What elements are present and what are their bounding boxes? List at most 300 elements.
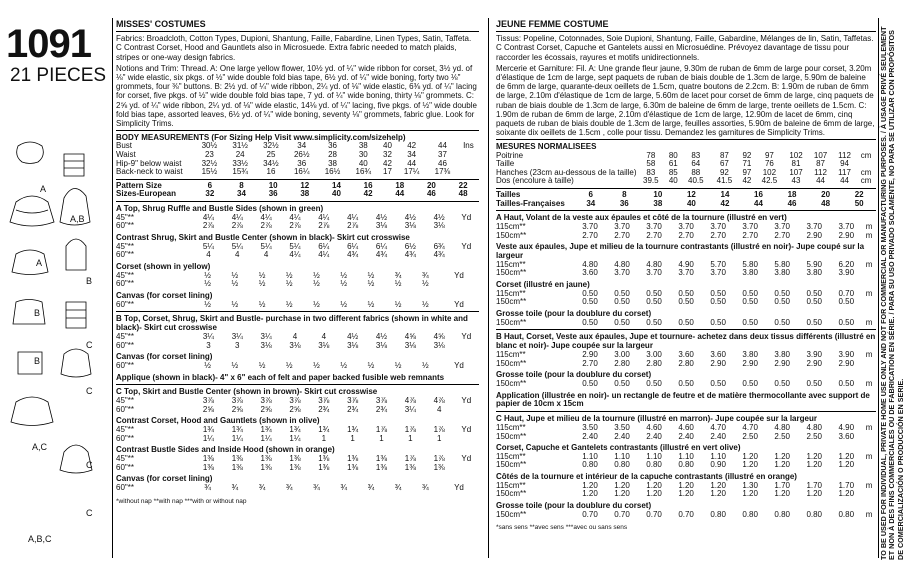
row-value: 40 [686, 198, 696, 208]
table-row [116, 251, 479, 260]
row-value: 0.50 [646, 317, 662, 327]
view-label: C [86, 508, 93, 518]
row-value: 3.70 [614, 222, 630, 231]
row-value: 67 [719, 159, 729, 169]
row-value: 80 [668, 150, 678, 160]
row-value: 1⅞ [404, 454, 416, 464]
row-label: 150cm** [496, 509, 527, 519]
yardage-table [116, 243, 479, 260]
rule [496, 188, 876, 189]
row-value: 4 [206, 250, 211, 260]
french-column [496, 20, 876, 533]
row-value: 0.50 [774, 317, 790, 327]
body-measurements-header: MESURES NORMALISEES [496, 142, 597, 152]
row-label: Taille [496, 159, 515, 169]
row-label: 60"** [116, 250, 134, 260]
yardage-table [116, 301, 479, 310]
row-value: 32½ [201, 158, 218, 168]
row-value: 1⅞ [375, 425, 388, 435]
table-row [496, 200, 876, 209]
row-value: 1.70 [774, 480, 790, 490]
row-value: 3⅛ [433, 340, 445, 350]
row-value: 2⅝ [231, 404, 243, 414]
row-value: 0.50 [582, 288, 598, 298]
section-title: C Top, Skirt and Bustle Center (shown in brown)- Skirt cut crosswise [116, 387, 378, 397]
yardage-table [496, 380, 876, 389]
row-label: 45"** [116, 425, 134, 435]
row-value [862, 360, 876, 369]
row-label: 45"** [116, 454, 134, 464]
row-value: 44 [754, 198, 763, 208]
table-row [116, 301, 479, 310]
row-label: 150cm** [496, 317, 527, 327]
row-value: 1⅜ [231, 454, 243, 464]
row-value: 112 [814, 167, 827, 177]
yardage-table [496, 319, 876, 328]
section-title: Canvas (for corset lining) [116, 290, 213, 300]
row-value: 34 [237, 189, 246, 199]
row-value: m [865, 378, 873, 388]
row-value: 3.90 [838, 268, 855, 278]
row-value: ½ [285, 299, 293, 309]
row-value: 41.5 [716, 176, 733, 186]
row-value: 0.50 [710, 288, 726, 298]
row-label: Back-neck to waist [116, 167, 183, 177]
row-value: ¾ [313, 483, 320, 493]
table-row [116, 342, 479, 351]
table-row [496, 433, 876, 442]
row-value: 24 [235, 150, 245, 160]
row-value: 20 [821, 190, 831, 200]
row-value: 0.80 [774, 509, 790, 519]
row-value: 0.50 [646, 288, 662, 298]
row-value: 1.20 [806, 460, 823, 470]
row-value: ¾ [258, 483, 266, 493]
row-label: Dos (encolure à taille) [496, 176, 574, 186]
body-measurements-header: BODY MEASUREMENTS (For Sizing Help Visit www.simplicity.com/sizehelp) [116, 133, 406, 143]
row-value: 4¼ [289, 250, 301, 260]
row-value: 8 [239, 180, 244, 190]
row-value: 64 [691, 159, 701, 169]
row-value: 3.00 [614, 349, 630, 359]
row-value: 1.10 [710, 451, 726, 461]
row-value: 3⅛ [404, 221, 416, 231]
row-value: 0.50 [646, 297, 662, 307]
row-value: Yd [461, 454, 472, 464]
row-value: 23 [204, 150, 214, 160]
row-value: 92 [742, 150, 752, 160]
table-row [116, 362, 479, 371]
row-value: ½ [394, 279, 402, 289]
row-value: 2.90 [838, 230, 855, 240]
row-value: 5¼ [202, 241, 214, 251]
row-label: 60"** [116, 279, 134, 289]
row-label: Waist [116, 150, 136, 160]
row-value: 4¼ [231, 212, 243, 222]
row-value: 102 [762, 167, 777, 177]
english-column [116, 20, 479, 506]
row-value: 3⅞ [347, 396, 359, 406]
row-value: 2¾ [318, 404, 330, 414]
row-value: 38 [358, 141, 368, 151]
row-value: 0.50 [774, 288, 790, 298]
rule [116, 384, 479, 385]
row-value: 12 [686, 190, 696, 200]
row-value: 0.50 [806, 297, 823, 307]
row-label: 150cm** [496, 460, 527, 470]
table-row [496, 177, 876, 186]
section-title: Corset, Capuche et Gantelets contrastants (illustré en vert olive) [496, 443, 741, 453]
row-value: 3.70 [646, 222, 662, 231]
row-value: 4.80 [806, 422, 823, 432]
row-value [454, 342, 479, 351]
row-value: 5¼ [231, 241, 243, 251]
row-value: 44 [438, 141, 447, 151]
yardage-table [496, 223, 876, 240]
row-value: 1.10 [646, 451, 662, 461]
row-value: ½ [340, 270, 348, 280]
row-value: Yd [454, 270, 464, 280]
row-value: 48 [821, 198, 831, 208]
row-value: 97 [742, 167, 752, 177]
row-value: 16 [754, 190, 763, 200]
row-value: 3.70 [838, 222, 855, 231]
row-value: ½ [231, 299, 239, 309]
row-value: 1.20 [838, 460, 855, 470]
row-value: 1⅜ [289, 454, 301, 464]
row-value: 16¾ [355, 167, 372, 177]
row-value: 3.70 [710, 222, 726, 231]
row-label: Sizes-European [116, 189, 177, 199]
row-value: cm [860, 167, 872, 177]
rule [496, 31, 876, 32]
row-value: 4.70 [742, 422, 758, 432]
row-value: ½ [258, 279, 266, 289]
row-value [458, 151, 479, 160]
row-value: 3.60 [838, 431, 855, 441]
row-value: 0.50 [582, 317, 598, 327]
row-value: 4½ [375, 212, 388, 222]
yardage-table [116, 397, 479, 414]
row-value: 1⅞ [404, 425, 416, 435]
row-value: 83 [646, 167, 656, 177]
row-value: ½ [258, 360, 266, 370]
row-value: 3.80 [742, 349, 758, 359]
row-value: 2.80 [646, 358, 662, 368]
row-value: 2.90 [582, 349, 598, 359]
row-value: 1⅜ [260, 454, 272, 464]
row-value: 2.70 [614, 230, 630, 240]
row-value [862, 298, 876, 307]
row-label: 150cm** [496, 230, 527, 240]
row-value: 6¾ [433, 241, 445, 251]
row-value: 2.90 [806, 230, 823, 240]
row-value: 0.80 [614, 460, 630, 470]
row-value [458, 160, 479, 169]
row-value: ½ [394, 360, 402, 370]
row-label: 115cm** [496, 422, 526, 432]
row-label: 45"** [116, 396, 134, 406]
row-value: 1 [350, 433, 355, 443]
view-label: B [86, 276, 93, 286]
rule [116, 130, 479, 131]
row-value: 46 [787, 198, 797, 208]
row-value: 42 [407, 141, 417, 151]
row-value: 3.80 [806, 268, 823, 278]
row-value [454, 464, 479, 473]
rule [496, 210, 876, 211]
row-value: 1⅜ [375, 462, 388, 472]
row-value: m [865, 451, 873, 461]
row-value: m [865, 422, 873, 432]
row-value: 85 [668, 167, 678, 177]
row-value: 3.70 [710, 268, 726, 278]
row-value: 3.80 [742, 268, 758, 278]
row-value: ½ [422, 360, 429, 370]
column-title: JEUNE FEMME COSTUME [496, 19, 609, 29]
row-value: 16 [266, 167, 276, 177]
row-value: 1.20 [614, 480, 630, 490]
column-divider [488, 18, 489, 558]
row-label: Bust [116, 141, 133, 151]
yardage-table [496, 482, 876, 499]
row-value: 34 [586, 198, 596, 208]
row-value: 3.70 [614, 268, 630, 278]
row-value: 1.20 [742, 489, 758, 499]
yardage-table [116, 182, 479, 199]
row-value: 94 [840, 159, 849, 169]
row-value: ½ [340, 360, 348, 370]
row-value: 6 [588, 190, 593, 200]
row-value: m [865, 222, 873, 231]
row-value: ¾ [340, 483, 348, 493]
fabrics-text: Tissus: Popeline, Cotonnades, Soie Dupioni, Shantung, Faille, Gabardine, Mélanges de lin, Satin, Taffetas. C Contrast Corset, Capuche et Gantelets aussi en Microsuédine. Prévoyez davantage de tissu pour raccorder les écossais, rayures et motifs unidirectionnels. [496, 34, 874, 62]
row-label: 45"** [116, 212, 134, 222]
row-value: 1.70 [806, 480, 823, 490]
section-title: Veste aux épaules, Jupe et milieu de la tournure contrastants (illustré en noir)- Jupe coupé sur la largeur [496, 242, 865, 260]
row-value: 102 [789, 150, 803, 160]
row-value: 3.70 [774, 222, 790, 231]
row-value: 0.50 [614, 297, 630, 307]
row-value: 1 [408, 433, 413, 443]
row-value: ½ [313, 270, 320, 280]
row-value: 1.20 [646, 489, 662, 499]
yardage-table [116, 272, 479, 289]
row-value: 1.20 [678, 480, 694, 490]
row-value: 0.50 [678, 317, 694, 327]
row-value: 3¼ [202, 331, 214, 341]
row-value: 1 [436, 433, 442, 443]
table-row [116, 222, 479, 231]
row-value: 117 [838, 167, 851, 177]
section-title: Contrast Shrug, Skirt and Bustle Center (shown in black)- Skirt cut crosswise [116, 232, 410, 242]
section-title: Canvas (for corset lining) [116, 474, 213, 484]
row-value: 4⅝ [433, 331, 445, 341]
row-value: m [865, 349, 873, 359]
row-value: 2⅞ [347, 221, 359, 231]
row-value: 2.80 [614, 358, 630, 368]
row-value: 4½ [347, 331, 359, 341]
row-value: 3 [235, 340, 240, 350]
row-value: 3¼ [404, 404, 416, 414]
row-value: ½ [367, 299, 375, 309]
row-value: 107 [789, 167, 803, 177]
notions-text: Notions and Trim: Thread. A: One large yellow flower, 10½ yd. of ¼" wide ribbon for corset, 3½ yd. of ⅛" wide elastic, six pkgs. of ½" wide double fold bias tape, 6½ yd. of ¼" wide boning, forty two ⅛" grommets, four ⅜" buttons. B: 2½ yd. of ¼" wide ribbon, 2¼ yd. of ⅛" wide elastic, 6⅜ yd. of ¼" lacing for corset, five pkgs. of ½" wide double fold bias tape, 7 yd. of ¼" wide boning, thirty ⅛" grommets. C: 2⅝ yd. of ¼" wide ribbon, 2¼ yd. of ⅛" wide elastic, 14⅛ yd. of ¼" lacing, five pkgs. of ½" wide double fold bias tape, assorted leaves, 6½ yd. of ¼" wide boning, seventy ⅛" grommets, fabric glue. Look for Simplicity Trims. [116, 63, 477, 129]
row-value: Yd [461, 212, 472, 222]
row-value: 71 [742, 159, 752, 169]
row-value: 22 [458, 180, 468, 190]
row-value: 3⅞ [289, 396, 301, 406]
row-value: 0.50 [710, 317, 726, 327]
row-value: 44 [395, 189, 405, 199]
row-value: 3.80 [774, 268, 790, 278]
table-row [496, 319, 876, 328]
usage-notice [880, 20, 910, 560]
row-value: 15¾ [232, 167, 248, 177]
row-value [454, 251, 479, 260]
row-value: 14 [720, 190, 730, 200]
row-value: m [865, 480, 873, 490]
row-value: 43 [791, 176, 801, 186]
row-value: ½ [204, 360, 211, 370]
row-value: 2⅝ [289, 404, 301, 414]
row-value: 4⅝ [404, 331, 416, 341]
row-value: 61 [668, 159, 678, 169]
row-value: 3⅛ [404, 340, 416, 350]
row-label: Tailles-Françaises [496, 198, 565, 208]
row-value: 1¼ [260, 433, 272, 443]
row-label: Pattern Size [116, 180, 162, 190]
row-value: 1.10 [614, 451, 630, 461]
yardage-table [496, 511, 876, 520]
row-value: ½ [394, 299, 402, 309]
row-value: 2.40 [646, 431, 662, 441]
row-value: 3⅞ [318, 396, 330, 406]
view-label: A [40, 184, 47, 194]
row-value: 1¼ [202, 433, 214, 443]
row-value: ½ [204, 279, 211, 289]
view-label: C [86, 386, 93, 396]
row-label: 60"** [116, 404, 134, 414]
row-value: 4.80 [774, 422, 790, 432]
row-value: 2.70 [582, 230, 598, 240]
row-value: 44 [816, 176, 825, 186]
section-title: Contrast Corset, Hood and Gauntlets (shown in olive) [116, 416, 320, 426]
row-value: 92 [719, 167, 729, 177]
row-value: 2.40 [582, 431, 598, 441]
row-value: 5.80 [742, 259, 758, 269]
row-value: 1.20 [710, 489, 726, 499]
row-value: 3.70 [582, 222, 598, 231]
row-value: 2.50 [806, 431, 823, 441]
row-label: 115cm** [496, 288, 526, 298]
row-value: 4¾ [375, 250, 388, 260]
row-value: ½ [285, 270, 293, 280]
row-value: 4½ [404, 212, 416, 222]
row-value: 58 [646, 159, 656, 169]
table-row [496, 232, 876, 241]
row-value: ½ [367, 279, 375, 289]
row-label: 150cm** [496, 431, 527, 441]
row-value: 2.70 [582, 358, 598, 368]
row-value: 1.10 [678, 451, 694, 461]
row-value: ½ [231, 270, 239, 280]
row-value: 0.80 [742, 509, 758, 519]
rule [116, 201, 479, 202]
row-value: 28 [328, 150, 337, 160]
row-label: 150cm** [496, 297, 527, 307]
row-value: 4.80 [582, 259, 598, 269]
row-value: 3 [206, 340, 211, 350]
column-title: MISSES' COSTUMES [116, 19, 206, 29]
row-value: 4 [235, 250, 240, 260]
row-value: 33½ [232, 158, 248, 168]
row-value: 2.70 [678, 230, 694, 240]
view-label: A,B [70, 214, 85, 224]
row-value: 1.20 [614, 489, 630, 499]
row-value: 76 [764, 159, 774, 169]
usage-notice-text: TO BE USED FOR INDIVIDUAL, PRIVATE HOME USE ONLY AND NOT FOR COMMERCIAL OR MANUFACTURING PURPOSES. / À USAGE PRIVÉ SEULEMENT ET NON À DES FINS COMMERCIALES OU DE FABRICATION EN SÉRIE. / PARA SU USO PRIVADO SOLAMENTE, NO PARA SE UTILIZAR CON PROPÓSITOS DE COMERCIALIZACIÓN O PRODUCCIÓN EN SERIE. [879, 26, 905, 560]
row-value: ½ [258, 299, 266, 309]
row-value: 2.90 [774, 358, 790, 368]
row-value: 16 [363, 180, 373, 190]
row-value: 0.50 [806, 378, 823, 388]
row-value: 4½ [375, 331, 388, 341]
row-value: 87 [816, 159, 825, 169]
table-row [116, 406, 479, 415]
row-value: 0.70 [614, 509, 630, 519]
row-value: 1.70 [838, 480, 855, 490]
row-value: 4 [436, 404, 442, 414]
row-value: 0.50 [774, 378, 790, 388]
row-value: ½ [204, 270, 211, 280]
row-value: 2.50 [774, 431, 790, 441]
row-value: 1.20 [742, 460, 758, 470]
row-value: 2⅞ [202, 221, 214, 231]
rule [496, 411, 876, 412]
row-value: 1 [321, 433, 327, 443]
row-label: 150cm** [496, 489, 527, 499]
row-value: 0.70 [678, 509, 694, 519]
section-title: Corset (illustré en jaune) [496, 279, 590, 289]
rule [496, 329, 876, 330]
row-value: 42 [742, 176, 752, 186]
row-value: 1.20 [774, 489, 790, 499]
row-value: 83 [691, 150, 701, 160]
row-value: 4 [321, 331, 327, 341]
row-value: Yd [454, 360, 464, 370]
row-value: 0.50 [710, 378, 726, 388]
row-value: 32 [383, 150, 392, 160]
row-value: 1.20 [806, 489, 823, 499]
row-value: 3.00 [646, 349, 662, 359]
row-value: m [865, 317, 873, 327]
row-value: ½ [231, 279, 239, 289]
row-value: 2.50 [742, 431, 758, 441]
row-value: ¾ [285, 483, 293, 493]
row-value: 1.20 [774, 451, 790, 461]
row-value: 1⅜ [347, 462, 359, 472]
row-value: 32 [205, 189, 215, 199]
garment-sketches [6, 140, 106, 560]
row-value: 1.30 [742, 480, 758, 490]
row-value: 1.20 [582, 489, 598, 499]
notions-text: Mercerie et Garniture: Fil. A: Une grande fleur jaune, 9.30m de ruban de 6mm de large pour corset, 3.20m d'élastique de 1cm de large, sept paquets de ruban de biais double de 1.3cm de large, 5.90m de baleine de 6mm de large, quarante-deux oeillets de 1.5cm, quatre boutons de 2.2cm. B: 1.90m de ruban de 6mm de large, 2.10m d'élastique de 1cm de large, 5.60m de lacet pour corset de 6mm de large, cinq paquets de ruban de biais double de 1.3cm de large, 6.30m de baleine de 6mm de large, trente oeillets de 1.5cm. C: 1.90m de ruban de 6mm de large, 2.10m d'élastique de 1cm de large, 12.90m de lacet de 6mm, cinq paquets de ruban de biais double de 1.3cm de large, feuilles assorties, 5.90m de baleine de 6mm de large, soixante dix oeillets de 1.5cm , colle pour tissu. Demandez les garnitures de Simplicity Trims. [496, 63, 875, 138]
row-value: 2.90 [838, 358, 855, 368]
row-value: Yd [461, 241, 472, 251]
row-label: 60"** [116, 433, 134, 443]
row-value: 5¼ [260, 241, 272, 251]
